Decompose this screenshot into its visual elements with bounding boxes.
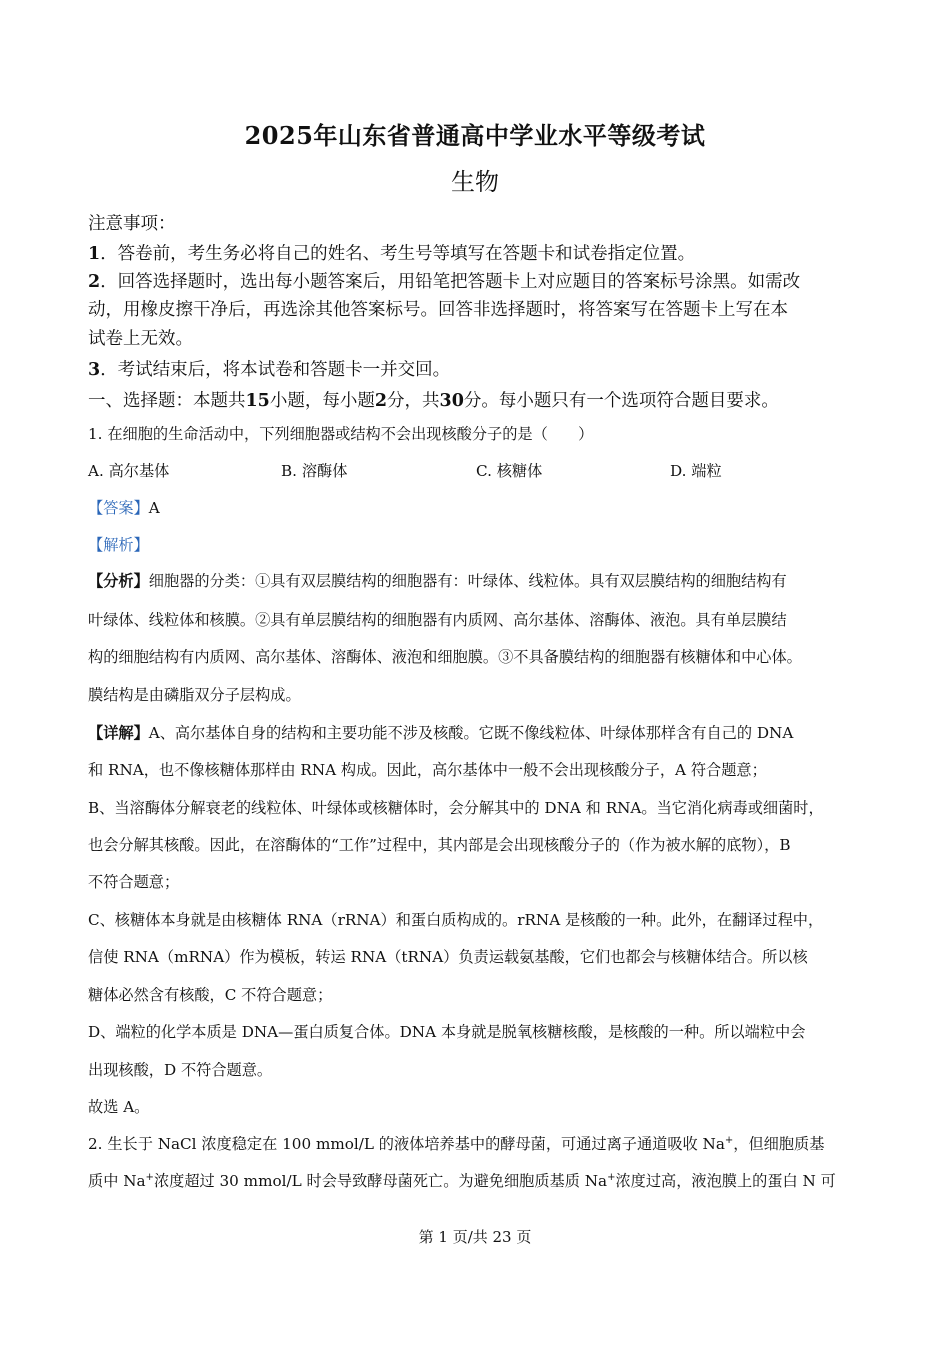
notice-heading: 注意事项： [88,214,176,234]
notice-item-text: ．回答选择题时，选出每小题答案后，用铅笔把答题卡上对应题目的答案标号涂黑。如需改 [100,272,801,292]
question-2-stem-line: 2. 生长于 NaCl 浓度稳定在 100 mmol/L 的液体培养基中的酵母菌，可通过离子通道吸收 Na+，但细胞质基 [88,1134,825,1153]
page-number: 第 1 页/共 23 页 [418,1228,532,1246]
fenxi-line: 【分析】细胞器的分类：①具有双层膜结构的细胞器有：叶绿体、线粒体。具有双层膜结构的细胞结构有 [88,572,787,590]
xiangjie-line: C、核糖体本身就是由核糖体 RNA（rRNA）和蛋白质构成的。rRNA 是核酸的一种。此外，在翻译过程中， [88,911,824,929]
question-1-stem: 1. 在细胞的生命活动中，下列细胞器或结构不会出现核酸分子的是（ ） [88,425,594,443]
xiangjie-line: 不符合题意； [88,873,180,891]
xiangjie-line: 糖体必然含有核酸，C 不符合题意； [88,986,333,1004]
xiangjie-line: B、当溶酶体分解衰老的线粒体、叶绿体或核糖体时，会分解其中的 DNA 和 RNA。当它消化病毒或细菌时， [88,799,824,817]
question-1-option-b: B. 溶酶体 [281,462,348,480]
answer-tag: 【答案】 [88,499,149,517]
exam-subject: 生物 [451,168,499,196]
notice-item-text: ．答卷前，考生务必将自己的姓名、考生号等填写在答题卡和试卷指定位置。 [100,244,696,264]
question-1-option-a: A. 高尔基体 [88,462,170,480]
xiangjie-line: D、端粒的化学本质是 DNA—蛋白质复合体。DNA 本身就是脱氧核糖核酸，是核酸的一种。所以端粒中会 [88,1023,806,1041]
xiangjie-line: 和 RNA，也不像核糖体那样由 RNA 构成。因此，高尔基体中一般不会出现核酸分子，A 符合题意； [88,761,767,779]
section-heading: 一、选择题：本题共15小题，每小题2分，共30分。每小题只有一个选项符合题目要求。 [88,391,779,411]
notice-item-1 [88,240,695,265]
notice-item-number: 3 [88,360,101,380]
notice-item-text: ．考试结束后，将本试卷和答题卡一并交回。 [100,360,451,380]
exam-title: 2025年山东省普通高中学业水平等级考试 [244,121,706,150]
notice-item-2-continued: 动，用橡皮擦干净后，再选涂其他答案标号。回答非选择题时，将答案写在答题卡上写在本 [88,300,788,320]
fenxi-tag: 【分析】 [88,572,149,590]
notice-item-number: 1 [88,244,101,264]
xiangjie-line: 【详解】A、高尔基体自身的结构和主要功能不涉及核酸。它既不像线粒体、叶绿体那样含有自己的 DNA [88,724,794,742]
fenxi-line: 叶绿体、线粒体和核膜。②具有单层膜结构的细胞器有内质网、高尔基体、溶酶体、液泡。具有单层膜结 [88,611,787,629]
answer-line [88,497,160,518]
conclusion-line: 故选 A。 [88,1098,150,1116]
question-1-option-c: C. 核糖体 [476,462,543,480]
question-1-option-d: D. 端粒 [670,462,722,480]
notice-item-number: 2 [88,272,101,292]
notice-item-2-continued: 试卷上无效。 [88,329,193,349]
question-2-stem-line: 质中 Na+浓度超过 30 mmol/L 时会导致酵母菌死亡。为避免细胞质基质 Na+浓度过高，液泡膜上的蛋白 N 可 [88,1171,836,1190]
answer-value: A [148,499,160,517]
fenxi-line: 构的细胞结构有内质网、高尔基体、溶酶体、液泡和细胞膜。③不具备膜结构的细胞器有核糖体和中心体。 [88,648,802,666]
xiangjie-line: 出现核酸，D 不符合题意。 [88,1061,273,1079]
analysis-tag: 【解析】 [88,536,149,554]
xiangjie-line: 信使 RNA（mRNA）作为模板，转运 RNA（tRNA）负责运载氨基酸，它们也都会与核糖体结合。所以核 [88,948,808,966]
fenxi-line: 膜结构是由磷脂双分子层构成。 [88,686,301,704]
notice-item-2 [88,268,800,293]
xiangjie-tag: 【详解】 [88,724,149,742]
xiangjie-line: 也会分解其核酸。因此，在溶酶体的“工作”过程中，其内部是会出现核酸分子的（作为被水解的底物），B [88,836,791,854]
notice-item-3 [88,356,450,381]
